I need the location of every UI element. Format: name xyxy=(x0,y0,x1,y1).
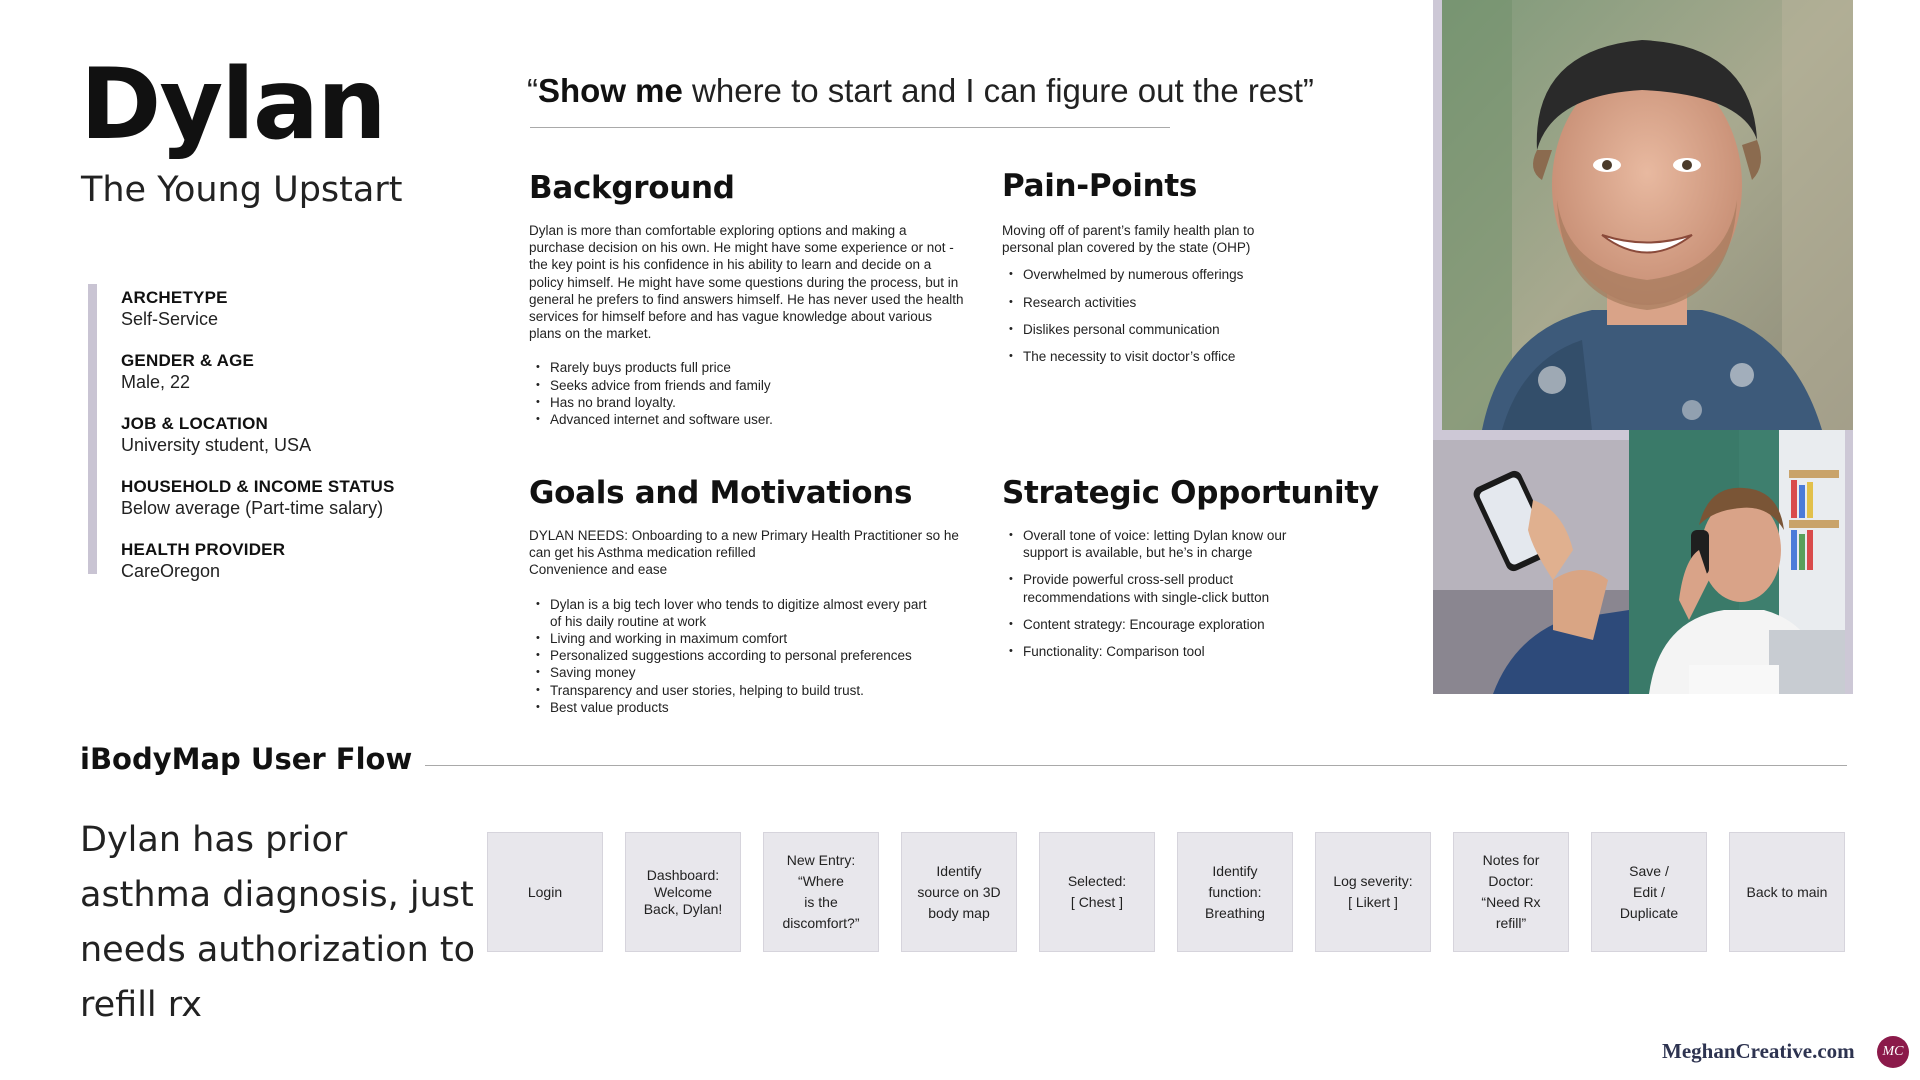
list-item: • Dislikes personal communication xyxy=(1002,321,1302,338)
brand-link[interactable]: MeghanCreative.com xyxy=(1662,1039,1855,1063)
goals-title: Goals and Motivations xyxy=(529,475,913,511)
flow-step-log-severity: Log severity: [ Likert ] xyxy=(1315,832,1431,952)
phone-photo xyxy=(1433,440,1629,694)
strategic-bullets xyxy=(1002,527,1327,660)
goals-section xyxy=(529,527,979,716)
background-section xyxy=(529,222,964,428)
list-item: • Personalized suggestions according to personal preferences xyxy=(529,647,969,664)
list-item: • Rarely buys products full price xyxy=(529,359,964,376)
list-item: • Overall tone of voice: letting Dylan know our support is available, but he’s in charge xyxy=(1002,527,1327,561)
quote-rest: where to start and I can figure out the rest” xyxy=(682,72,1314,109)
portrait-photo xyxy=(1442,0,1853,430)
flow-divider xyxy=(425,765,1847,766)
quote-open-mark: “ xyxy=(527,72,538,109)
quote-divider xyxy=(530,127,1170,128)
list-item: • Transparency and user stories, helping to build trust. xyxy=(529,682,969,699)
stat-label: GENDER & AGE xyxy=(121,351,255,370)
pain-points-section xyxy=(1002,222,1302,375)
persona-subtitle: The Young Upstart xyxy=(81,170,403,210)
pain-points-bullets xyxy=(1002,266,1302,365)
flow-step-new-entry: New Entry: “Where is the discomfort?” xyxy=(763,832,879,952)
flow-steps xyxy=(487,832,1845,952)
list-item: • Content strategy: Encourage exploration xyxy=(1002,616,1327,633)
flow-step-notes: Notes for Doctor: “Need Rx refill” xyxy=(1453,832,1569,952)
stat-value: Below average (Part-time salary) xyxy=(121,498,384,518)
list-item: • Research activities xyxy=(1002,294,1302,311)
quote-emphasis: Show me xyxy=(538,72,683,109)
list-item: • Advanced internet and software user. xyxy=(529,411,964,428)
list-item: • Provide powerful cross-sell product recommendations with single-click button xyxy=(1002,571,1327,605)
flow-step-identify-source: Identify source on 3D body map xyxy=(901,832,1017,952)
list-item: • Functionality: Comparison tool xyxy=(1002,643,1327,660)
list-item: • The necessity to visit doctor’s office xyxy=(1002,348,1302,365)
persona-stats xyxy=(121,287,451,602)
stats-accent-bar xyxy=(88,284,97,574)
stat-value: Self-Service xyxy=(121,309,219,329)
pain-points-text: Moving off of parent’s family health plan to personal plan covered by the state (OHP) xyxy=(1002,223,1255,256)
stat-label: HEALTH PROVIDER xyxy=(121,540,286,559)
list-item: • Dylan is a big tech lover who tends to digitize almost every part of his daily routine at work xyxy=(529,596,969,630)
brand-logo-icon: MC xyxy=(1877,1036,1909,1068)
flow-step-back: Back to main xyxy=(1729,832,1845,952)
strategic-title: Strategic Opportunity xyxy=(1002,475,1379,511)
background-bullets xyxy=(529,359,964,428)
persona-name: Dylan xyxy=(80,48,385,162)
stat-health-provider xyxy=(121,539,451,582)
list-item: • Living and working in maximum comfort xyxy=(529,630,969,647)
stat-value: University student, USA xyxy=(121,435,312,455)
flow-step-save: Save / Edit / Duplicate xyxy=(1591,832,1707,952)
list-item: • Overwhelmed by numerous offerings xyxy=(1002,266,1302,283)
flow-step-login: Login xyxy=(487,832,603,952)
stat-job-location xyxy=(121,413,451,456)
stat-archetype xyxy=(121,287,451,330)
stat-label: ARCHETYPE xyxy=(121,288,228,307)
stat-label: JOB & LOCATION xyxy=(121,414,268,433)
goals-bullets xyxy=(529,596,969,716)
list-item: • Saving money xyxy=(529,664,969,681)
flow-title: iBodyMap User Flow xyxy=(80,742,413,776)
goals-convenience-text: Convenience and ease xyxy=(529,562,668,578)
man-on-phone-photo xyxy=(1629,430,1845,694)
persona-quote xyxy=(527,72,1314,110)
flow-step-selected: Selected: [ Chest ] xyxy=(1039,832,1155,952)
goals-needs-text: DYLAN NEEDS: Onboarding to a new Primary Health Practitioner so he can get his Asthma medication refilled xyxy=(529,528,959,561)
stat-value: CareOregon xyxy=(121,561,221,581)
flow-step-identify-function: Identify function: Breathing xyxy=(1177,832,1293,952)
background-title: Background xyxy=(529,170,735,206)
strategic-section xyxy=(1002,527,1327,670)
flow-description: Dylan has prior asthma diagnosis, just needs authorization to refill rx xyxy=(80,820,476,1025)
pain-points-title: Pain-Points xyxy=(1002,168,1198,204)
list-item: • Has no brand loyalty. xyxy=(529,394,964,411)
flow-step-dashboard: Dashboard: Welcome Back, Dylan! xyxy=(625,832,741,952)
list-item: • Seeks advice from friends and family xyxy=(529,377,964,394)
list-item: • Best value products xyxy=(529,699,969,716)
stat-label: HOUSEHOLD & INCOME STATUS xyxy=(121,477,395,496)
stat-value: Male, 22 xyxy=(121,372,191,392)
stat-gender-age xyxy=(121,350,451,393)
background-text: Dylan is more than comfortable exploring options and making a purchase decision on his own. He might have some experience or not - the key point is his confidence in his ability to learn and decide on a policy himself. He might have some questions during the process, but in general he prefers to find answers himself. He has never used the health services for himself before and has vague knowledge about various plans on the market. xyxy=(529,223,964,342)
stat-household-income xyxy=(121,476,451,519)
